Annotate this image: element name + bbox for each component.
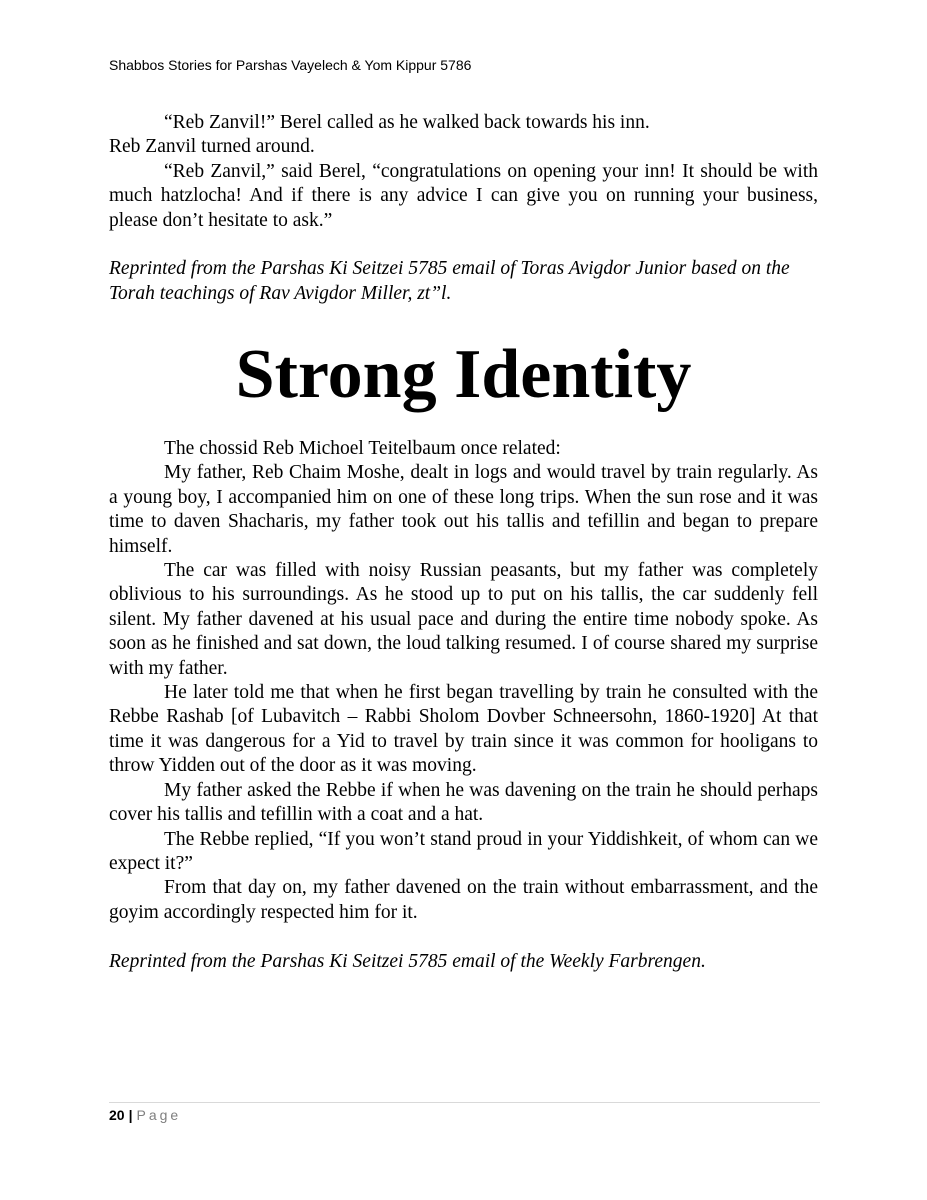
previous-story-ending (109, 111, 818, 306)
page-footer (109, 1106, 181, 1124)
story-paragraph: The chossid Reb Michoel Teitelbaum once related: (164, 438, 561, 459)
reprint-credit: Reprinted from the Parshas Ki Seitzei 5785 email of Toras Avigdor Junior based on the Torah teachings of Rav Avigdor Miller, zt”l. (109, 258, 790, 304)
reprint-credit: Reprinted from the Parshas Ki Seitzei 5785 email of the Weekly Farbrengen. (109, 950, 706, 972)
story-paragraph: From that day on, my father davened on the train without embarrassment, and the goyim accordingly respected him for it. (109, 877, 818, 923)
story-paragraph: He later told me that when he first began travelling by train he consulted with the Rebbe Rashab [of Lubavitch – Rabbi Sholom Dovber Schneersohn, 1860-1920] At that time it was dangerous for a Yid to travel by train since it was common for hooligans to throw Yidden out of the door as it was moving. (109, 682, 818, 777)
story-title: Strong Identity (235, 336, 692, 413)
story-paragraph: The Rebbe replied, “If you won’t stand proud in your Yiddishkeit, of whom can we expect it?” (109, 828, 818, 874)
footer-separator: | (128, 1107, 133, 1123)
running-header: Shabbos Stories for Parshas Vayelech & Yom Kippur 5786 (109, 57, 472, 73)
story-body (109, 437, 818, 974)
footer-divider (109, 1102, 820, 1103)
story-paragraph: “Reb Zanvil,” said Berel, “congratulations on opening your inn! It should be with much hatzlocha! And if there is any advice I can give you on running your business, please don’t hesitate to ask.” (109, 160, 818, 231)
story-paragraph: Reb Zanvil turned around. (109, 136, 315, 158)
story-paragraph: My father, Reb Chaim Moshe, dealt in logs and would travel by train regularly. As a young boy, I accompanied him on one of these long trips. When the sun rose and it was time to daven Shacharis, my father took out his tallis and tefillin and began to prepare himself. (109, 462, 818, 557)
story-paragraph: “Reb Zanvil!” Berel called as he walked back towards his inn. (164, 112, 650, 133)
page-label: Page (136, 1107, 182, 1123)
story-paragraph: My father asked the Rebbe if when he was davening on the train he should perhaps cover his tallis and tefillin with a coat and a hat. (109, 779, 818, 826)
page-number: 20 (109, 1107, 125, 1123)
story-paragraph: The car was filled with noisy Russian peasants, but my father was completely oblivious to his surroundings. As he stood up to put on his tallis, the car suddenly fell silent. My father davened at his usual pace and during the entire time nobody spoke. As soon as he finished and sat down, the loud talking resumed. I of course shared my surprise with my father. (109, 560, 818, 679)
